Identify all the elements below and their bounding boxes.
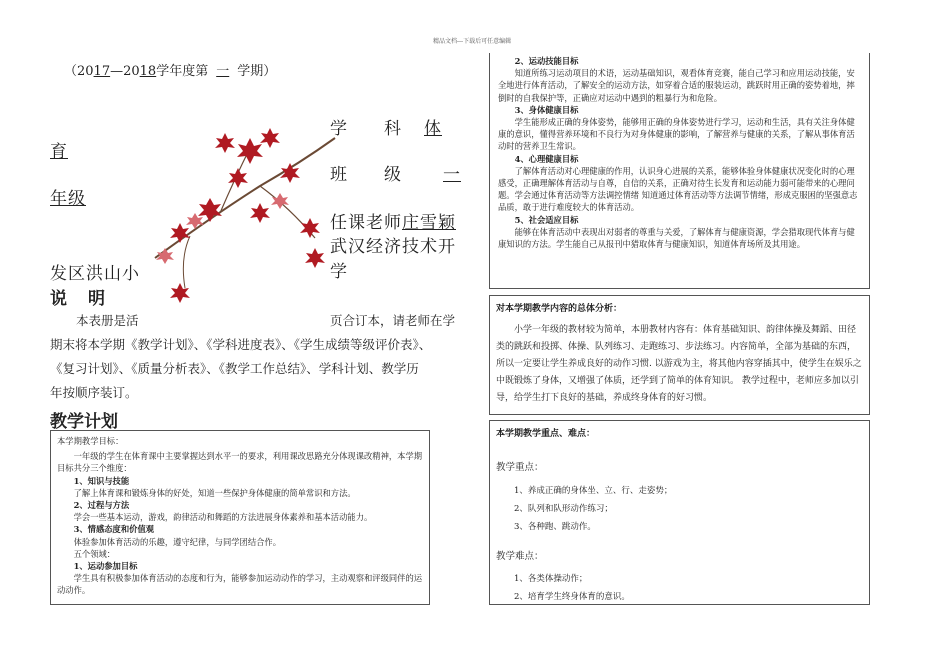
- analysis-box: [489, 295, 870, 415]
- goals-box: [50, 430, 430, 605]
- domain-skill-title: 2、运动技能目标: [514, 56, 579, 66]
- domain-participation-text: 学生具有积极参加体育活动的态度和行为，能够参加运动动作的学习，主动观察和评级同伴的运动动作。: [57, 573, 423, 596]
- school-year-line: （2017—2018学年度第 一 学期）: [64, 64, 277, 79]
- domain-health-text: 学生能形成正确的身体姿势，能够用正确的身体姿势进行学习，运动和生活，具有关注身体健康的意识，懂得营养环境和不良行为对身体健康的影响，了解营养与健康的关系，了解从事体育活动时的营养卫生常识。: [498, 117, 855, 152]
- focus-list: [496, 482, 863, 536]
- school-line-2-end: 学: [330, 262, 348, 282]
- school-line-1: 武汉经济技术开: [330, 237, 456, 257]
- domain-social-text: 能够在体育活动中表现出对弱者的尊重与关爱，了解体育与健康资源，学会猎取现代体育与健康知识的方法。学生能自己从报刊中猎取体育与健康知识，知道体育场所及其用途。: [498, 226, 855, 250]
- analysis-text: 小学一年级的教材较为简单，本册教材内容有：体育基础知识、韵律体操及舞蹈、田径类的跳跃和投掷、体操、队列练习、走跑练习、步法练习。内容简单，全部为基础的东西，所以一定要让学生养成良好的动作习惯. 以游戏为主，将其他内容穿插其中，使学生在娱乐之中既锻炼了身体，又增强了体质，还学到了简单的体育知识。 教学过程中，老师应多加以引导，给学生打下良好的基础，养成终身体育的好习惯。: [496, 325, 862, 403]
- domain-participation-title: 1、运动参加目标: [73, 561, 138, 572]
- class-label: 班 级: [330, 165, 402, 185]
- domain-mental-title: 4、心理健康目标: [514, 153, 579, 164]
- class-value: 一: [443, 165, 461, 185]
- notes-line-2: 期末将本学期《教学计划》、《学科进度表》、《学生成绩等级评价表》、: [50, 337, 432, 352]
- goal-emotion-title: 3、情感态度和价值观: [73, 524, 155, 535]
- goal-emotion-text: 体验参加体育活动的乐趣，遵守纪律，与同学团结合作。: [73, 536, 282, 547]
- difficulty-label: 教学难点：: [496, 551, 544, 562]
- focus-label: 教学重点：: [496, 462, 544, 473]
- goals-heading: 本学期教学目标：: [57, 436, 124, 446]
- five-domains-label: 五个领域：: [73, 548, 116, 559]
- difficulty-item: 2、培育学生终身体育的意识。: [514, 592, 630, 602]
- notes-line-4: 年按顺序装订。: [50, 385, 138, 400]
- subject-label: 学 科: [330, 119, 402, 139]
- notes-title: 说 明: [50, 289, 107, 309]
- focus-item: 1、养成正确的身体坐、立、行、走姿势；: [514, 486, 673, 496]
- goal-knowledge-title: 1、知识与技能: [73, 475, 130, 486]
- goal-knowledge-text: 了解上体育课和锻炼身体的好处，知道一些保护身体健康的简单常识和方法。: [73, 487, 356, 498]
- domain-mental-text: 了解体育活动对心理健康的作用，认识身心进展的关系，能够体验身体健康状况变化时的心理感受，正确理解体育活动与自尊，自信的关系，正确对待生长发育和运动能力弱可能带来的心理问题。学会通过体育活动等方法调控情绪 知道通过体育活动等方法调节情绪，形成克服困的坚强意志品质，敢于进行难度较大的体育活动。: [498, 165, 858, 213]
- maple-branch-image: [150, 108, 340, 308]
- focus-item: 2、队列和队形动作练习；: [514, 504, 613, 514]
- difficulty-list: [496, 570, 863, 606]
- domain-health-title: 3、身体健康目标: [514, 104, 579, 115]
- goal-process-text: 学会一些基本运动，游戏，韵律活动和舞蹈的方法进展身体素养和基本活动能力。: [73, 512, 373, 523]
- notes-line-1-cont: 页合订本，请老师在学: [330, 313, 456, 328]
- notes-line-3: 《复习计划》、《质量分析表》、《教学工作总结》、学科计划、教学历: [50, 361, 419, 376]
- class-value-cont: 年级: [50, 189, 86, 209]
- goal-process-title: 2、过程与方法: [73, 500, 130, 511]
- school-line-2: 发区洪山小: [50, 264, 140, 284]
- key-points-heading: 本学期教学重点、难点：: [496, 429, 596, 439]
- analysis-heading: 对本学期教学内容的总体分析：: [496, 304, 623, 314]
- domain-social-title: 5、社会适应目标: [514, 214, 579, 225]
- domain-skill-text: 知道所练习运动项目的术语，运动基础知识，观看体育竞赛，能自己学习和应用运动技能，安全地进行体育活动，了解安全的运动方法，如穿着合适的服装运动，跳跃时用正确的姿势着地，摔倒时的自我保护等，正确应对运动中遇到的粗暴行为和危险。: [498, 68, 855, 103]
- subject-value-cont: 育: [50, 142, 68, 162]
- focus-item: 3、各种跑、跳动作。: [514, 522, 596, 532]
- subject-value: 体: [424, 119, 442, 139]
- key-points-box: [489, 420, 870, 605]
- domains-box: [489, 53, 870, 289]
- notes-line-1: 本表册是活: [76, 313, 139, 328]
- plan-title: 教学计划: [50, 412, 118, 432]
- header-note: 精品文档---下载后可任意编辑: [433, 38, 512, 45]
- goals-intro: 一年级的学生在体育课中主要掌握达到水平一的要求，利用课改思路充分体现课改精神，本学期目标共分三个维度：: [57, 451, 423, 474]
- teacher-line: 任课老师庄雪颖: [330, 213, 456, 233]
- teacher-name: 庄雪颖: [402, 213, 456, 233]
- difficulty-item: 1、各类体操动作；: [514, 574, 588, 584]
